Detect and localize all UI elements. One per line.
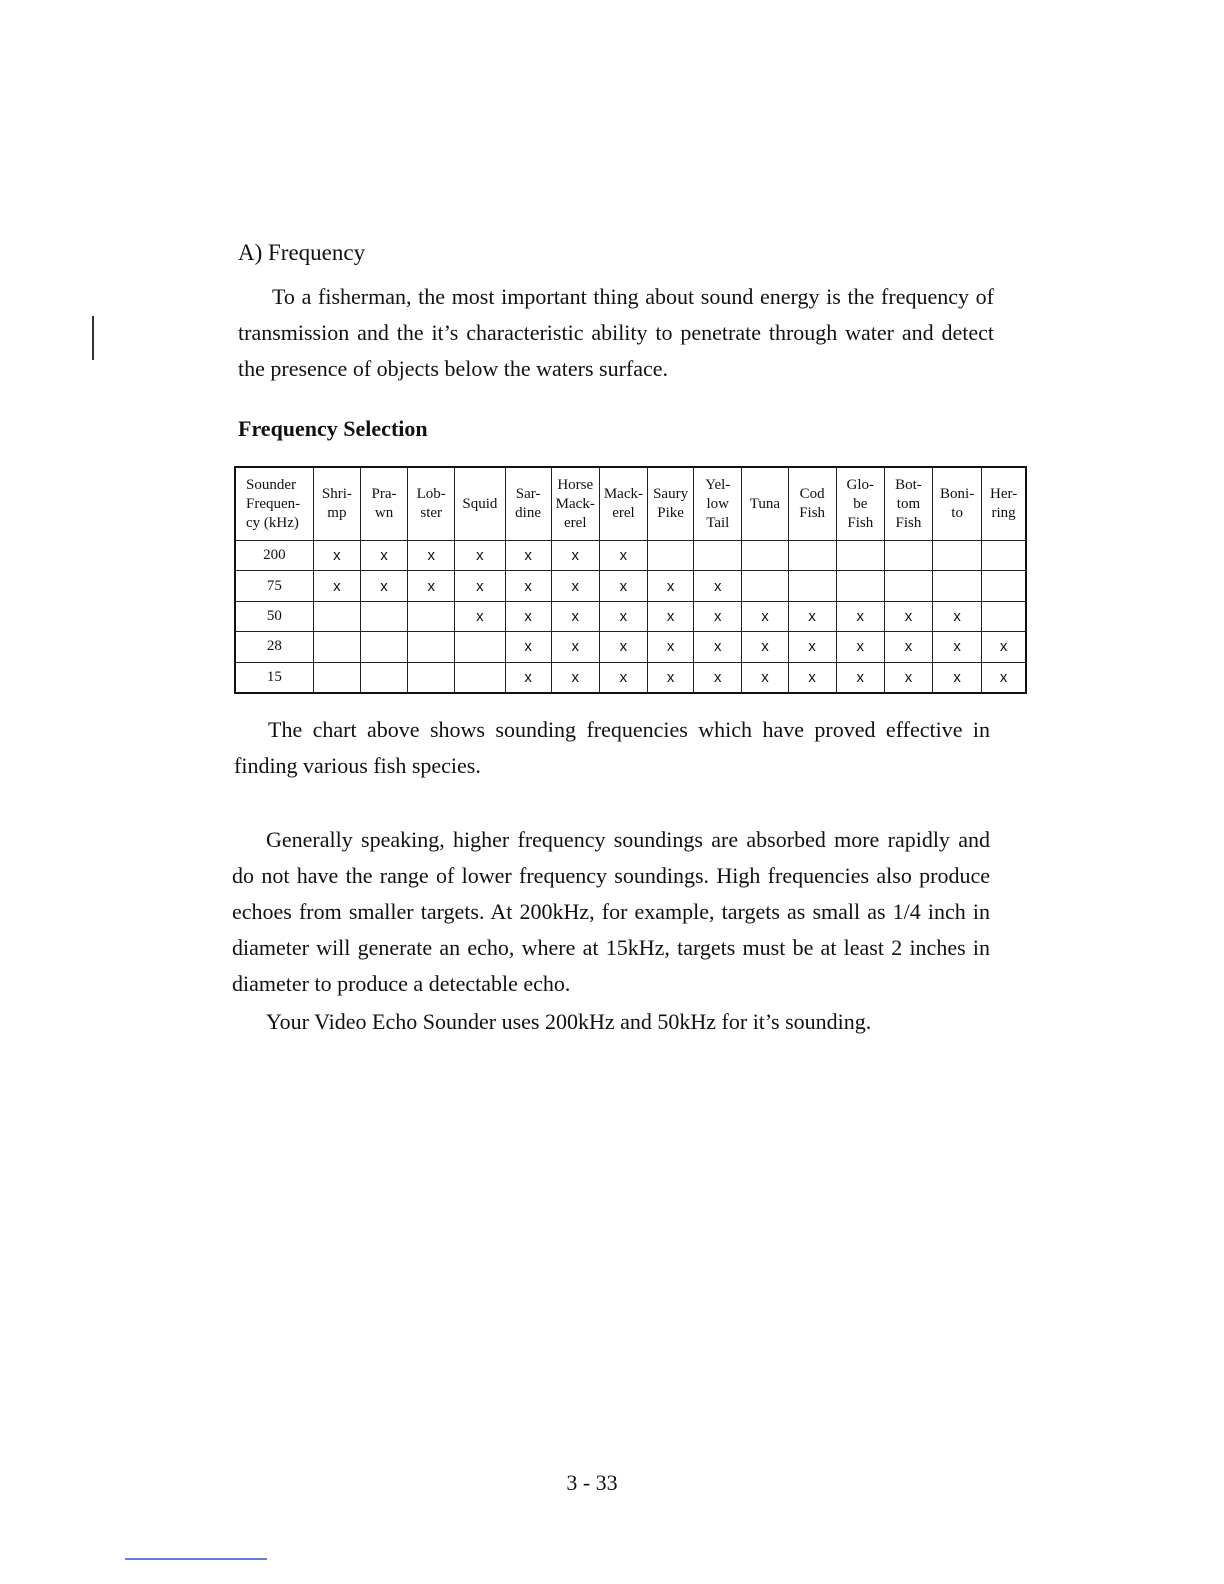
table-row <box>235 541 1026 571</box>
effectiveness-cell <box>360 662 407 693</box>
header-text-line: Mack- <box>555 495 595 512</box>
effectiveness-cell <box>884 571 932 601</box>
header-text-line: Her- <box>990 486 1018 502</box>
effectiveness-cell: x <box>648 662 694 693</box>
effectiveness-cell: x <box>884 662 932 693</box>
effectiveness-cell <box>694 541 742 571</box>
header-text-line: dine <box>515 505 541 521</box>
chart-caption: The chart above shows sounding frequencies which have proved effective in finding various fish species. <box>234 717 990 778</box>
effectiveness-cell <box>836 571 884 601</box>
effectiveness-cell: x <box>836 601 884 631</box>
effectiveness-cell <box>884 541 932 571</box>
header-text-line: Boni- <box>940 486 975 502</box>
intro-paragraph: To a fisherman, the most important thing about sound energy is the frequency of transmission and the it’s characteristic ability to penetrate through water and detect the presence of objects below the waters surface. <box>238 284 994 381</box>
header-text-line: Fish <box>895 514 922 531</box>
effectiveness-cell <box>933 571 982 601</box>
header-text-line: Fish <box>799 505 826 521</box>
effectiveness-cell <box>788 541 836 571</box>
effectiveness-cell: x <box>694 601 742 631</box>
effectiveness-cell: x <box>742 632 788 662</box>
column-header-species <box>884 467 932 541</box>
effectiveness-cell <box>788 571 836 601</box>
column-header-species <box>933 467 982 541</box>
header-text-line: Bot- <box>895 476 922 493</box>
effectiveness-cell: x <box>599 541 647 571</box>
column-header-species <box>836 467 884 541</box>
header-text-line: tom <box>896 495 921 512</box>
effectiveness-cell <box>313 662 360 693</box>
frequency-cell: 50 <box>235 601 313 631</box>
header-text-line: Cod <box>799 486 825 502</box>
effectiveness-cell <box>982 571 1026 601</box>
effectiveness-cell: x <box>599 601 647 631</box>
header-text-line: Horse <box>557 476 594 493</box>
effectiveness-cell <box>982 541 1026 571</box>
header-text-line: Mack- <box>603 486 643 502</box>
effectiveness-cell: x <box>505 571 551 601</box>
effectiveness-cell <box>933 541 982 571</box>
frequency-cell: 75 <box>235 571 313 601</box>
column-header-species <box>788 467 836 541</box>
effectiveness-cell <box>982 601 1026 631</box>
column-header-species <box>360 467 407 541</box>
header-text-line: Squid <box>462 495 498 512</box>
header-text-line: ring <box>991 505 1016 521</box>
effectiveness-cell: x <box>551 632 599 662</box>
header-text-line: wn <box>374 505 394 521</box>
table-body <box>235 541 1026 694</box>
effectiveness-cell: x <box>505 541 551 571</box>
header-text-line: Frequen- <box>246 495 301 512</box>
effectiveness-cell: x <box>788 632 836 662</box>
effectiveness-cell: x <box>836 662 884 693</box>
header-text-line: ster <box>420 505 443 521</box>
effectiveness-cell: x <box>360 541 407 571</box>
effectiveness-cell <box>313 632 360 662</box>
effectiveness-cell: x <box>599 662 647 693</box>
effectiveness-cell <box>313 601 360 631</box>
effectiveness-cell <box>648 541 694 571</box>
header-text-line: Shri- <box>321 486 352 502</box>
page-number: 3 - 33 <box>566 1470 618 1495</box>
header-text-line: Fish <box>847 514 874 531</box>
effectiveness-cell: x <box>599 571 647 601</box>
frequency-cell: 200 <box>235 541 313 571</box>
column-header-species <box>982 467 1026 541</box>
table-row <box>235 662 1026 693</box>
header-text-line: to <box>951 505 963 521</box>
effectiveness-cell: x <box>694 632 742 662</box>
table-title: Frequency Selection <box>238 416 428 441</box>
effectiveness-cell <box>742 571 788 601</box>
header-text-line: Sounder <box>246 476 296 493</box>
effectiveness-cell: x <box>648 601 694 631</box>
effectiveness-cell: x <box>933 601 982 631</box>
effectiveness-cell: x <box>551 541 599 571</box>
effectiveness-cell <box>408 662 455 693</box>
effectiveness-cell: x <box>455 601 505 631</box>
effectiveness-cell: x <box>788 662 836 693</box>
effectiveness-cell: x <box>313 541 360 571</box>
effectiveness-cell: x <box>648 632 694 662</box>
column-header-frequency <box>235 467 313 541</box>
frequency-cell: 28 <box>235 632 313 662</box>
effectiveness-cell: x <box>788 601 836 631</box>
effectiveness-cell: x <box>884 601 932 631</box>
effectiveness-cell <box>408 632 455 662</box>
scan-artifact-underline <box>125 1558 267 1560</box>
effectiveness-cell: x <box>551 601 599 631</box>
header-text-line: Tuna <box>749 495 781 512</box>
effectiveness-cell: x <box>648 571 694 601</box>
column-header-species <box>599 467 647 541</box>
frequency-selection-table <box>234 466 1027 694</box>
column-header-species <box>455 467 505 541</box>
effectiveness-cell <box>408 601 455 631</box>
header-text-line: cy (kHz) <box>246 514 299 531</box>
effectiveness-cell: x <box>505 601 551 631</box>
effectiveness-cell <box>742 541 788 571</box>
effectiveness-cell: x <box>313 571 360 601</box>
header-text-line: Sar- <box>515 486 541 502</box>
column-header-species <box>408 467 455 541</box>
header-text-line: Yel- <box>705 476 731 493</box>
header-text-line: Glo- <box>846 476 875 493</box>
effectiveness-cell: x <box>982 662 1026 693</box>
effectiveness-cell: x <box>599 632 647 662</box>
effectiveness-cell: x <box>836 632 884 662</box>
effectiveness-cell <box>455 662 505 693</box>
header-text-line: Pike <box>657 505 684 521</box>
header-text-line: low <box>706 495 730 512</box>
header-text-line: erel <box>564 514 587 531</box>
effectiveness-cell: x <box>551 571 599 601</box>
header-text-line: Pra- <box>371 486 397 502</box>
effectiveness-cell: x <box>505 632 551 662</box>
section-heading: A) Frequency <box>238 240 366 265</box>
effectiveness-cell: x <box>742 601 788 631</box>
effectiveness-cell: x <box>408 571 455 601</box>
table-header-row <box>235 467 1026 541</box>
header-text-line: Lob- <box>416 486 446 502</box>
effectiveness-cell: x <box>933 632 982 662</box>
effectiveness-cell: x <box>408 541 455 571</box>
column-header-species <box>505 467 551 541</box>
table-row <box>235 571 1026 601</box>
column-header-species <box>313 467 360 541</box>
effectiveness-cell: x <box>933 662 982 693</box>
effectiveness-cell: x <box>551 662 599 693</box>
table-row <box>235 601 1026 631</box>
effectiveness-cell: x <box>694 571 742 601</box>
header-text-line: mp <box>327 505 347 521</box>
effectiveness-cell: x <box>455 571 505 601</box>
column-header-species <box>551 467 599 541</box>
effectiveness-cell: x <box>884 632 932 662</box>
effectiveness-cell: x <box>982 632 1026 662</box>
header-text-line: Tail <box>706 514 730 531</box>
effectiveness-cell <box>455 632 505 662</box>
effectiveness-cell <box>360 632 407 662</box>
column-header-species <box>742 467 788 541</box>
table-row <box>235 632 1026 662</box>
header-text-line: Saury <box>653 486 689 502</box>
frequency-cell: 15 <box>235 662 313 693</box>
header-text-line: erel <box>612 505 635 521</box>
effectiveness-cell: x <box>694 662 742 693</box>
header-text-line: be <box>853 495 868 512</box>
column-header-species <box>648 467 694 541</box>
effectiveness-cell <box>836 541 884 571</box>
general-paragraph: Generally speaking, higher frequency soundings are absorbed more rapidly and do not have the range of lower frequency soundings. High frequencies also produce echoes from smaller targets. At 200kHz, for example, targets as small as 1/4 inch in diameter will generate an echo, where at 15kHz, targets must be at least 2 inches in diameter to produce a detectable echo. <box>232 827 990 996</box>
effectiveness-cell <box>360 601 407 631</box>
effectiveness-cell: x <box>742 662 788 693</box>
scan-artifact-line <box>92 316 94 360</box>
column-header-species <box>694 467 742 541</box>
effectiveness-cell: x <box>455 541 505 571</box>
sounder-paragraph: Your Video Echo Sounder uses 200kHz and 50kHz for it’s sounding. <box>266 1009 872 1034</box>
effectiveness-cell: x <box>360 571 407 601</box>
effectiveness-cell: x <box>505 662 551 693</box>
